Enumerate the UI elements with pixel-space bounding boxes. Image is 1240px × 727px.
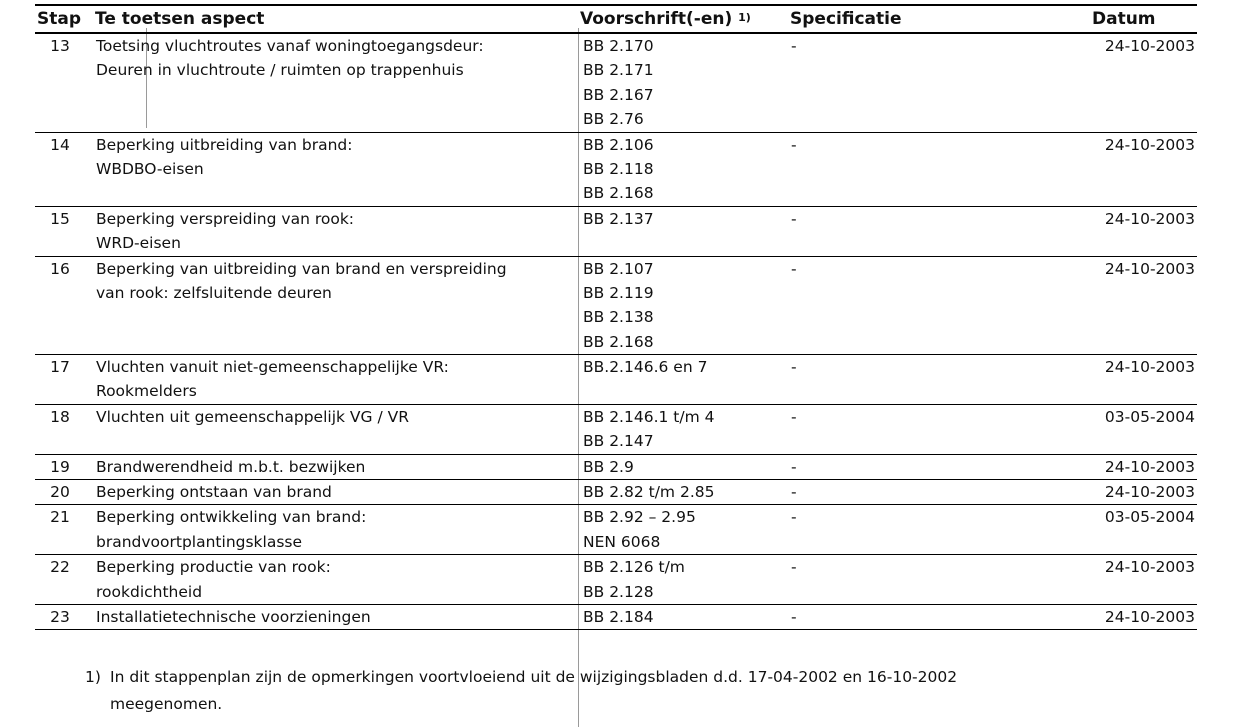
cell-specificatie: - <box>788 132 1034 206</box>
voorschrift-line: BB 2.168 <box>583 184 654 203</box>
cell-aspect <box>93 355 578 405</box>
aspect-line: Installatietechnische voorzieningen <box>96 608 371 627</box>
voorschrift-line: BB 2.126 t/m <box>583 558 685 577</box>
cell-aspect <box>93 132 578 206</box>
table-row <box>35 454 1197 479</box>
table-row <box>35 555 1197 605</box>
voorschrift-line: BB 2.146.1 t/m 4 <box>583 407 715 426</box>
cell-voorschrift <box>578 33 788 132</box>
cell-datum: 03-05-2004 <box>1034 505 1197 555</box>
voorschrift-line: BB 2.106 <box>583 135 654 154</box>
footnote-text-line2: meegenomen. <box>110 695 223 713</box>
aspect-line: Rookmelders <box>96 382 197 401</box>
aspect-line: van rook: zelfsluitende deuren <box>96 283 332 302</box>
aspect-line: Brandwerendheid m.b.t. bezwijken <box>96 457 366 476</box>
aspect-line: Beperking ontstaan van brand <box>96 483 332 502</box>
header-stap: Stap <box>35 5 93 33</box>
voorschrift-line: BB 2.118 <box>583 159 654 178</box>
cell-datum: 03-05-2004 <box>1034 404 1197 454</box>
header-specificatie: Specificatie <box>788 5 1034 33</box>
requirements-table <box>35 4 1197 630</box>
cell-datum: 24-10-2003 <box>1034 132 1197 206</box>
aspect-line: Beperking ontwikkeling van brand: <box>96 508 367 527</box>
voorschrift-line: BB 2.9 <box>583 457 634 476</box>
cell-stap: 21 <box>35 505 93 555</box>
cell-aspect <box>93 480 578 505</box>
voorschrift-line: BB 2.147 <box>583 432 654 451</box>
aspect-line: brandvoortplantingsklasse <box>96 532 303 551</box>
aspect-line: Vluchten vanuit niet-gemeenschappelijke VR: <box>96 358 449 377</box>
cell-specificatie: - <box>788 555 1034 605</box>
voorschrift-line: BB 2.167 <box>583 85 654 104</box>
cell-specificatie: - <box>788 605 1034 630</box>
aspect-line: Beperking verspreiding van rook: <box>96 209 355 228</box>
voorschrift-line: BB 2.168 <box>583 332 654 351</box>
requirements-sheet <box>35 4 1197 630</box>
cell-voorschrift <box>578 206 788 256</box>
cell-datum: 24-10-2003 <box>1034 33 1197 132</box>
cell-stap: 17 <box>35 355 93 405</box>
table-row <box>35 256 1197 355</box>
cell-datum: 24-10-2003 <box>1034 256 1197 355</box>
cell-voorschrift <box>578 355 788 405</box>
cell-datum: 24-10-2003 <box>1034 206 1197 256</box>
cell-aspect <box>93 256 578 355</box>
cell-voorschrift <box>578 132 788 206</box>
header-aspect: Te toetsen aspect <box>93 5 578 33</box>
aspect-line: rookdichtheid <box>96 582 203 601</box>
cell-aspect <box>93 555 578 605</box>
cell-stap: 16 <box>35 256 93 355</box>
cell-voorschrift <box>578 404 788 454</box>
cell-stap: 15 <box>35 206 93 256</box>
table-row <box>35 33 1197 132</box>
aspect-line: Beperking productie van rook: <box>96 558 331 577</box>
voorschrift-line: BB 2.128 <box>583 582 654 601</box>
aspect-line: Toetsing vluchtroutes vanaf woningtoegangsdeur: <box>96 37 484 55</box>
voorschrift-line: BB 2.76 <box>583 110 644 129</box>
voorschrift-line: BB 2.171 <box>583 61 654 80</box>
cell-aspect <box>93 454 578 479</box>
cell-aspect <box>93 206 578 256</box>
voorschrift-line: BB 2.107 <box>583 259 654 278</box>
cell-datum: 24-10-2003 <box>1034 480 1197 505</box>
aspect-line: WRD-eisen <box>96 234 181 253</box>
cell-stap: 22 <box>35 555 93 605</box>
voorschrift-line: BB 2.82 t/m 2.85 <box>583 483 715 502</box>
cell-voorschrift <box>578 454 788 479</box>
cell-aspect <box>93 33 578 132</box>
cell-specificatie: - <box>788 256 1034 355</box>
table-row <box>35 605 1197 630</box>
cell-stap: 13 <box>35 33 93 132</box>
cell-specificatie: - <box>788 505 1034 555</box>
voorschrift-line: BB.2.146.6 en 7 <box>583 358 708 377</box>
cell-datum: 24-10-2003 <box>1034 605 1197 630</box>
table-row <box>35 132 1197 206</box>
aspect-line: Beperking van uitbreiding van brand en verspreiding <box>96 259 507 278</box>
aspect-line: Deuren in vluchtroute / ruimten op trappenhuis <box>96 61 464 80</box>
cell-specificatie: - <box>788 480 1034 505</box>
voorschrift-line: BB 2.138 <box>583 308 654 327</box>
footnote-text-line1: In dit stappenplan zijn de opmerkingen voortvloeiend uit de wijzigingsbladen d.d. 17-04-2002 en 16-10-2002 <box>110 668 958 686</box>
table-header-row <box>35 5 1197 33</box>
cell-voorschrift <box>578 605 788 630</box>
cell-specificatie: - <box>788 355 1034 405</box>
table-row <box>35 480 1197 505</box>
voorschrift-line: BB 2.170 <box>583 37 654 55</box>
cell-aspect <box>93 505 578 555</box>
cell-stap: 19 <box>35 454 93 479</box>
table-row <box>35 505 1197 555</box>
cell-datum: 24-10-2003 <box>1034 555 1197 605</box>
footnote <box>85 664 1185 718</box>
cell-aspect <box>93 404 578 454</box>
table-row <box>35 404 1197 454</box>
cell-datum: 24-10-2003 <box>1034 355 1197 405</box>
header-datum: Datum <box>1034 5 1197 33</box>
cell-aspect <box>93 605 578 630</box>
header-footnote-ref: 1) <box>738 11 751 24</box>
table-row <box>35 206 1197 256</box>
cell-specificatie: - <box>788 404 1034 454</box>
cell-specificatie: - <box>788 454 1034 479</box>
voorschrift-line: BB 2.137 <box>583 209 654 228</box>
header-voorschrift-label: Voorschrift(-en) <box>580 9 733 29</box>
cell-specificatie: - <box>788 33 1034 132</box>
cell-voorschrift <box>578 256 788 355</box>
header-voorschrift <box>578 5 788 33</box>
voorschrift-line: BB 2.119 <box>583 283 654 302</box>
footnote-marker: 1) <box>85 668 101 686</box>
cell-voorschrift <box>578 480 788 505</box>
cell-stap: 14 <box>35 132 93 206</box>
voorschrift-line: BB 2.184 <box>583 608 654 627</box>
aspect-line: WBDBO-eisen <box>96 159 204 178</box>
voorschrift-line: NEN 6068 <box>583 532 661 551</box>
cell-stap: 20 <box>35 480 93 505</box>
aspect-line: Beperking uitbreiding van brand: <box>96 135 353 154</box>
table-row <box>35 355 1197 405</box>
cell-stap: 23 <box>35 605 93 630</box>
cell-specificatie: - <box>788 206 1034 256</box>
cell-voorschrift <box>578 505 788 555</box>
voorschrift-line: BB 2.92 – 2.95 <box>583 508 696 527</box>
cell-datum: 24-10-2003 <box>1034 454 1197 479</box>
aspect-line: Vluchten uit gemeenschappelijk VG / VR <box>96 407 409 426</box>
cell-stap: 18 <box>35 404 93 454</box>
cell-voorschrift <box>578 555 788 605</box>
